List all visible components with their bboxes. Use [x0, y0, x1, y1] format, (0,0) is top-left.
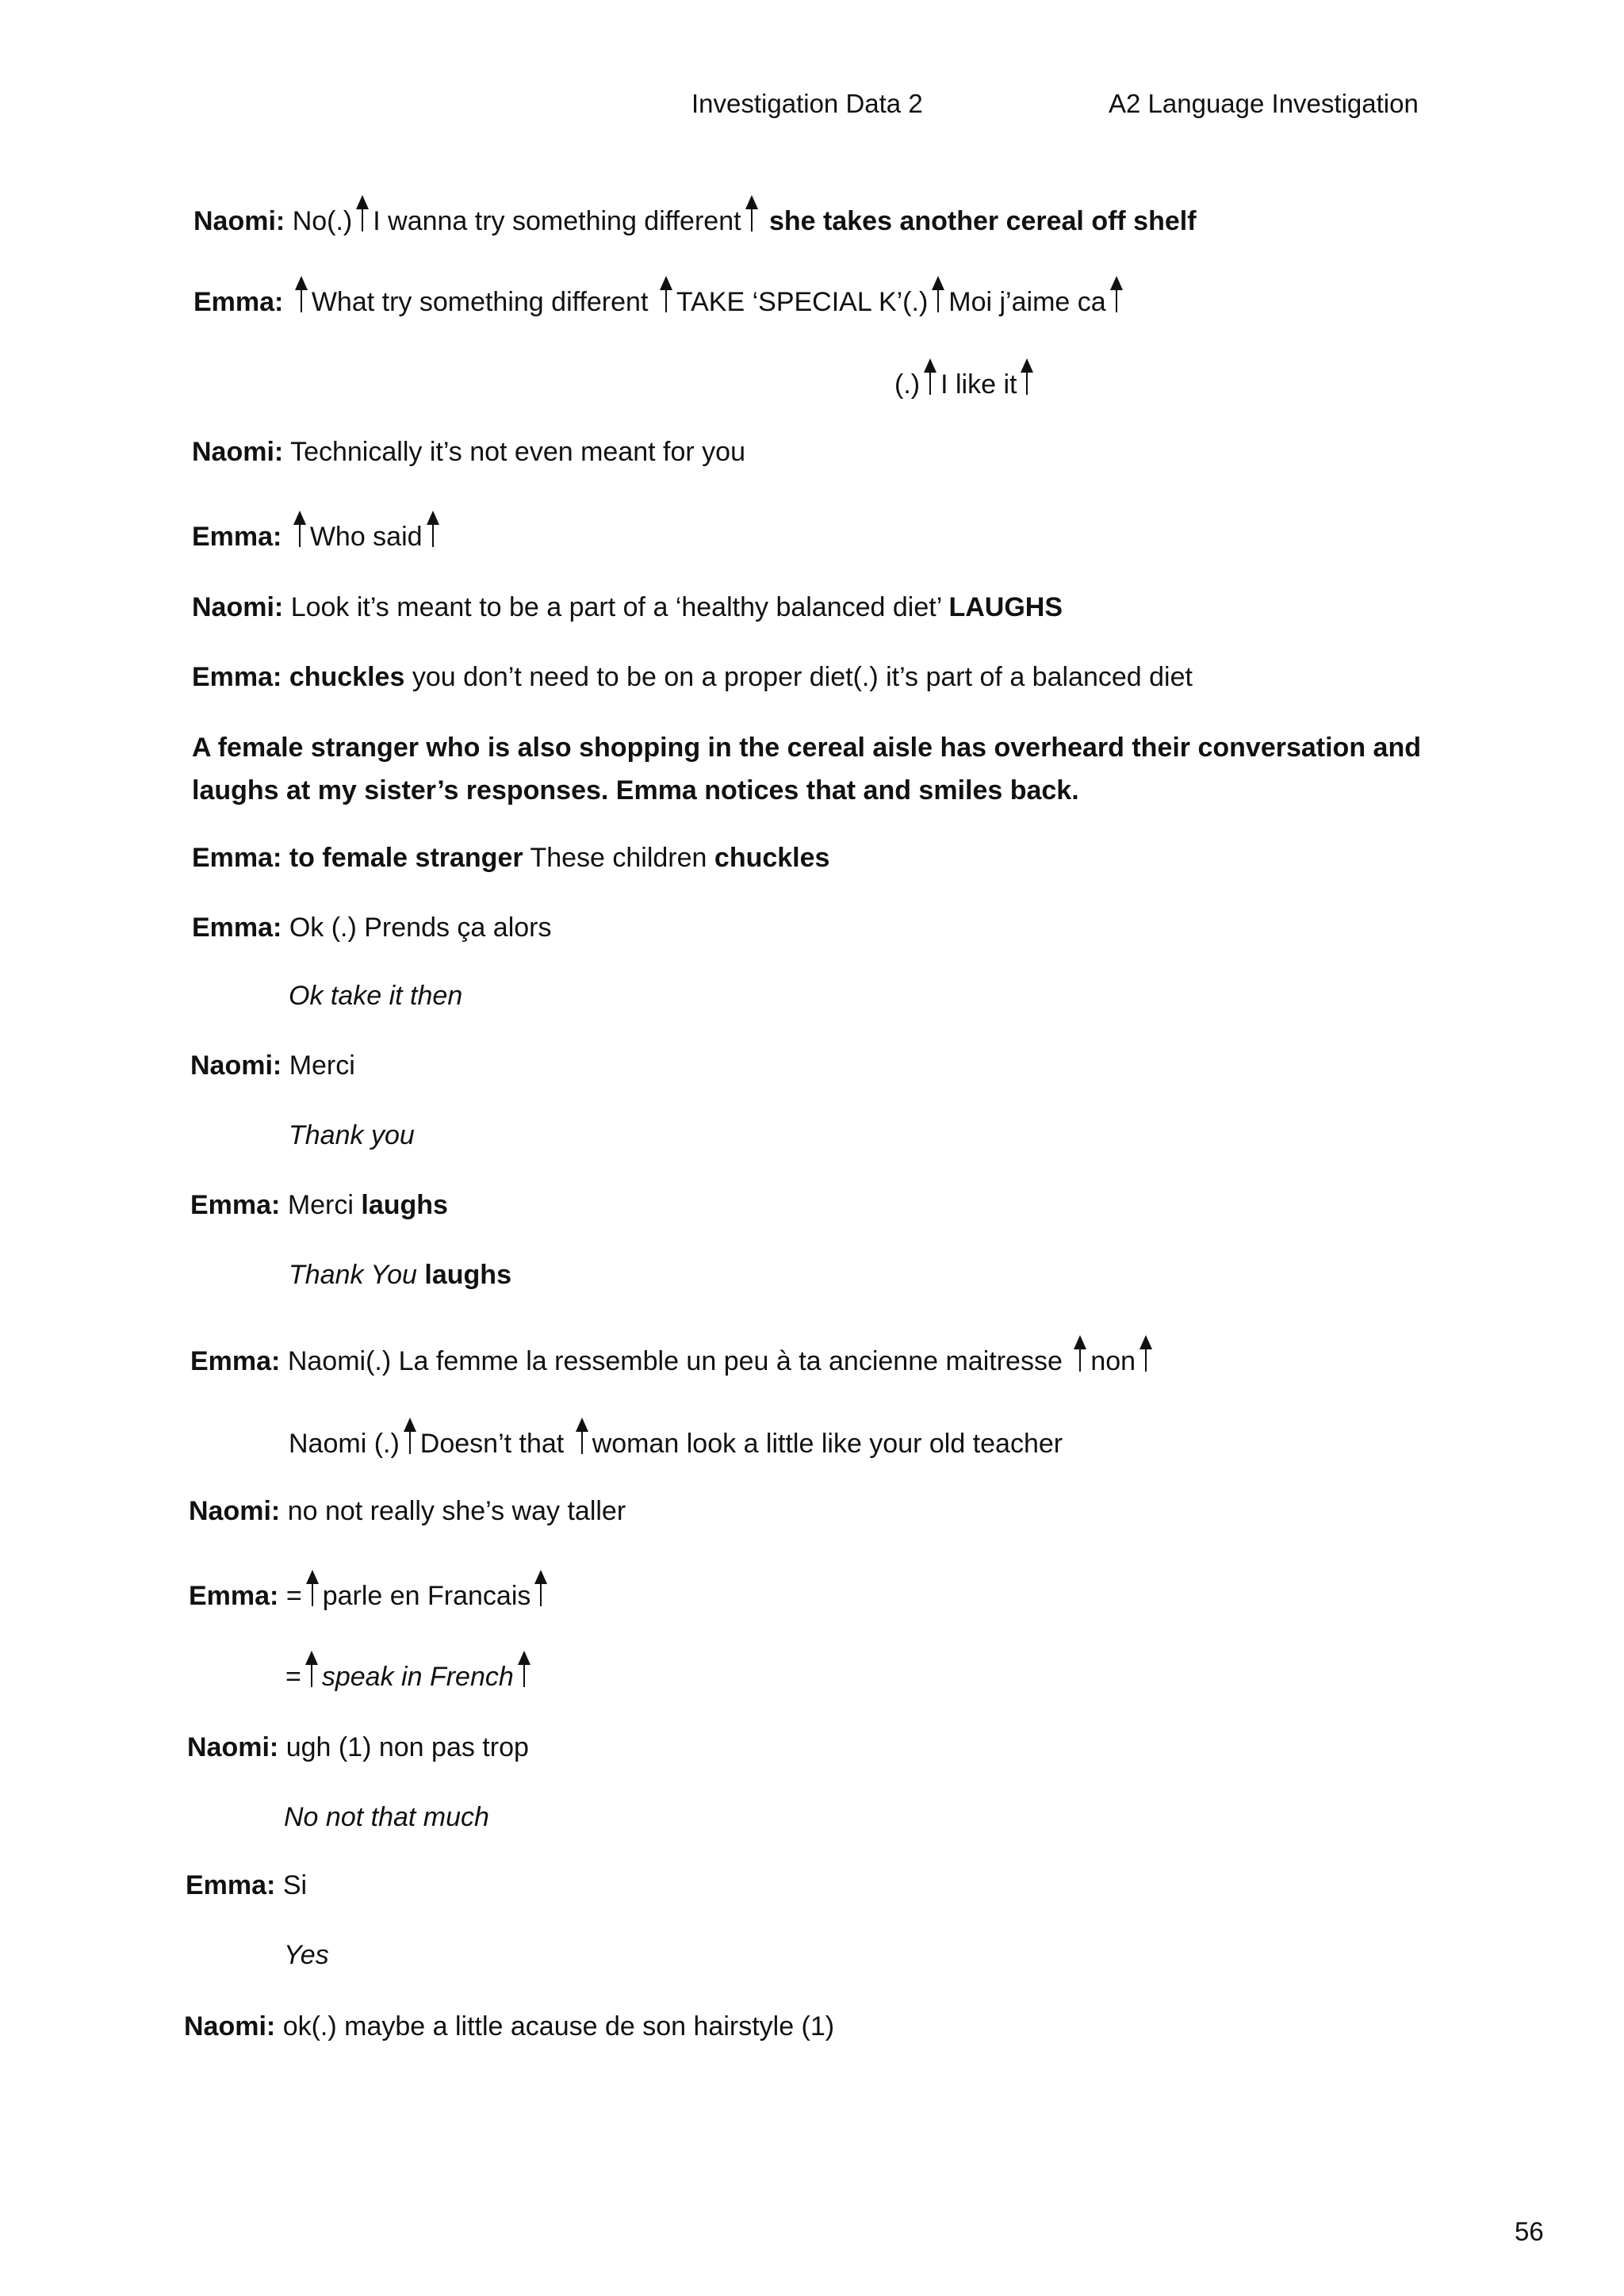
utterance: Who said [309, 522, 423, 552]
utterance: What try something different [311, 287, 649, 317]
utterance: ok(.) maybe a little acause de son hairstyle (1) [282, 2011, 835, 2042]
translation-line: Yes [284, 1940, 329, 1970]
transcript-line [192, 434, 745, 469]
utterance: Doesn’t that [419, 1429, 565, 1459]
utterance: I like it [940, 369, 1017, 400]
utterance: Naomi (.) [289, 1429, 400, 1459]
speaker-label: Emma: [192, 662, 282, 692]
utterance: ugh (1) non pas trop [285, 1732, 529, 1762]
transcript-line [192, 590, 1063, 625]
utterance: = [285, 1581, 302, 1611]
action-note: chuckles [289, 662, 405, 692]
action-note: chuckles [714, 843, 830, 873]
utterance: Moi j’aime ca [948, 287, 1106, 317]
transcript-line [193, 279, 1127, 320]
up-arrow-icon [1139, 1338, 1153, 1370]
utterance: (.) [894, 369, 921, 400]
translation-line [285, 1654, 534, 1694]
action-note: laughs [424, 1260, 511, 1290]
speaker-label: Naomi: [190, 1050, 282, 1081]
transcript-line [192, 514, 443, 554]
speaker-label: Naomi: [187, 1732, 279, 1762]
up-arrow-icon [534, 1573, 548, 1605]
translation-line [289, 1421, 1063, 1461]
up-arrow-icon [659, 279, 673, 311]
utterance: non [1090, 1346, 1136, 1376]
up-arrow-icon [426, 514, 440, 545]
transcript-line [184, 2009, 834, 2044]
up-arrow-icon [293, 514, 307, 545]
speaker-label: Naomi: [189, 1496, 281, 1526]
utterance: These children [530, 843, 707, 873]
utterance: you don’t need to be on a proper diet(.) it’s part of a balanced diet [412, 662, 1193, 692]
utterance: Ok (.) Prends ça alors [289, 913, 552, 943]
up-arrow-icon [1073, 1338, 1087, 1370]
up-arrow-icon [1020, 362, 1034, 393]
up-arrow-icon [517, 1654, 531, 1686]
utterance: Thank You [289, 1260, 417, 1290]
transcript-line [187, 1730, 529, 1765]
up-arrow-icon [304, 1654, 319, 1686]
speaker-label: Naomi: [193, 206, 285, 236]
utterance: = [285, 1662, 301, 1692]
action-note: to female stranger [289, 843, 523, 873]
speaker-label: Emma: [192, 522, 282, 552]
transcript-line [193, 198, 1197, 239]
up-arrow-icon [931, 279, 945, 311]
utterance: TAKE ‘SPECIAL K’(.) [676, 287, 929, 317]
translation-line: Ok take it then [289, 981, 463, 1011]
utterance: Merci [289, 1050, 355, 1081]
speaker-label: Naomi: [184, 2011, 276, 2042]
transcript-line [190, 1338, 1156, 1379]
transcript-line [190, 1188, 448, 1223]
transcript-line [190, 1048, 355, 1083]
translation-line: Thank you [289, 1120, 415, 1150]
translation-line [894, 362, 1037, 402]
transcript-line [186, 1868, 307, 1903]
up-arrow-icon [923, 362, 937, 393]
speaker-label: Emma: [190, 1190, 281, 1220]
utterance: Si [282, 1870, 308, 1900]
up-arrow-icon [575, 1421, 589, 1452]
utterance: Technically it’s not even meant for you [290, 437, 745, 467]
speaker-label: Emma: [190, 1346, 281, 1376]
translation-line: No not that much [284, 1802, 489, 1832]
utterance: no not really she’s way taller [287, 1496, 626, 1526]
up-arrow-icon [305, 1573, 320, 1605]
utterance: No(.) [292, 206, 353, 236]
narration-paragraph: A female stranger who is also shopping in the cereal aisle has overheard their conversation and laughs at my sister’s responses. Emma notices that and smiles back. [192, 733, 1421, 806]
up-arrow-icon [1109, 279, 1124, 311]
action-note: laughs [361, 1190, 448, 1220]
translation-line [289, 1257, 511, 1292]
speaker-label: Naomi: [192, 437, 284, 467]
transcript-line [189, 1494, 626, 1529]
speaker-label: Naomi: [192, 592, 284, 622]
speaker-label: Emma: [192, 913, 282, 943]
speaker-label: Emma: [189, 1581, 279, 1611]
up-arrow-icon [355, 198, 370, 230]
speaker-label: Emma: [193, 287, 284, 317]
page-number: 56 [1515, 2217, 1544, 2246]
transcript-line [192, 840, 829, 875]
utterance: woman look a little like your old teacher [592, 1429, 1063, 1459]
action-note: LAUGHS [948, 592, 1063, 622]
speaker-label: Emma: [186, 1870, 276, 1900]
transcript-line [189, 1573, 551, 1613]
up-arrow-icon [745, 198, 759, 230]
utterance: Naomi(.) La femme la ressemble un peu à ta ancienne maitresse [287, 1346, 1063, 1376]
transcript-line [192, 910, 551, 945]
utterance: speak in French [321, 1662, 514, 1692]
utterance: I wanna try something different [373, 206, 741, 236]
utterance: Look it’s meant to be a part of a ‘healthy balanced diet’ [290, 592, 942, 622]
action-note: she takes another cereal off shelf [769, 206, 1197, 236]
header-title: Investigation Data 2 [691, 89, 923, 118]
utterance: parle en Francais [322, 1581, 531, 1611]
up-arrow-icon [403, 1421, 417, 1452]
utterance: Merci [287, 1190, 354, 1220]
transcript-line [192, 660, 1193, 695]
header-subtitle: A2 Language Investigation [1109, 89, 1419, 118]
speaker-label: Emma: [192, 843, 282, 873]
up-arrow-icon [294, 279, 308, 311]
